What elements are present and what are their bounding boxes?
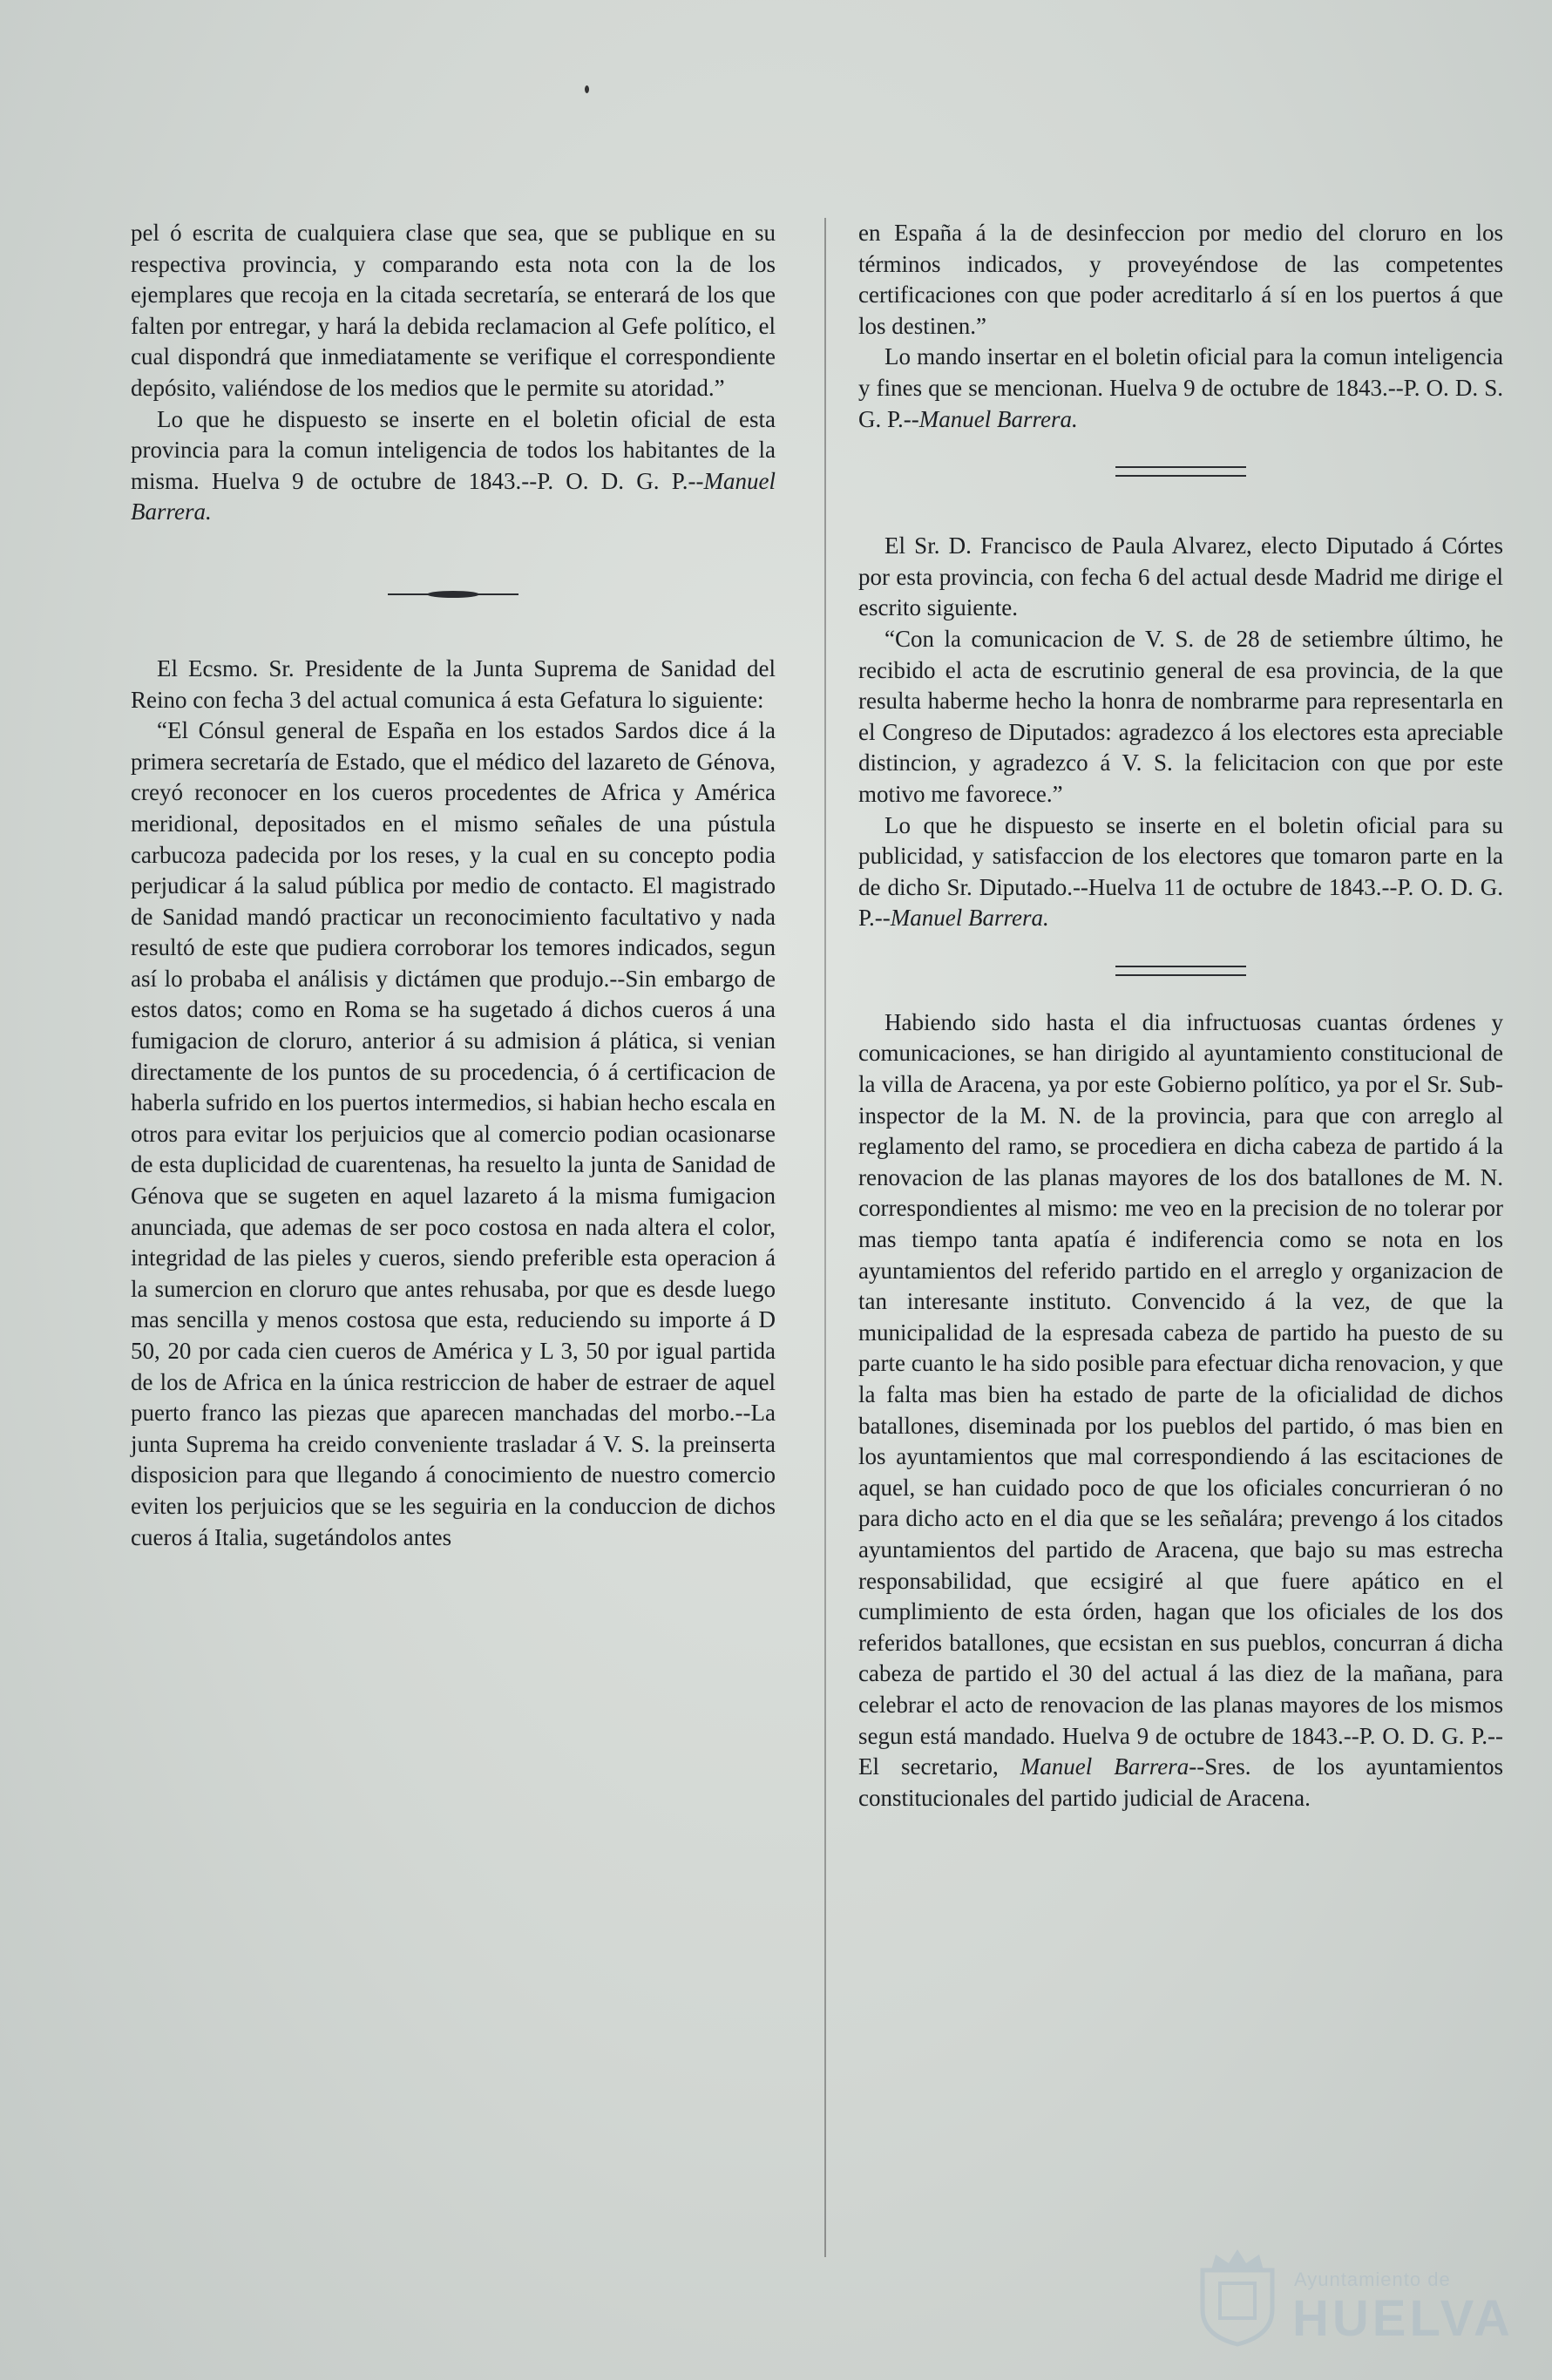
left-paragraph-2-text: Lo que he dispuesto se inserte en el boletin oficial de esta provincia para la comun inteligencia de todos los habitantes de la misma. Huelva 9 de octubre de 1843.--P. O. D. G. P.--	[131, 405, 776, 494]
right-paragraph-6	[858, 1007, 1503, 1814]
coat-of-arms-icon	[1189, 2244, 1285, 2349]
right-paragraph-4: “Con la comunicacion de V. S. de 28 de setiembre último, he recibido el acta de escrutinio general de esa provincia, de la que resulta haberme hecho la honra de nombrarme para representarla en el Congreso de Diputados: agradezco á los electores esta apreciable distincion, y agradezco á V. S. la felicitacion con que por este motivo me favorece.”	[858, 625, 1503, 807]
right-signature-3: Manuel Barrera	[1020, 1753, 1189, 1780]
left-paragraph-4: “El Cónsul general de España en los estados Sardos dice á la primera secretaría de Estado, que el médico del lazareto de Génova, creyó reconocer en los cueros procedentes de Africa y América meridional, depositados en el mismo señales de una pústula carbucoza padecida por los reses, y la cual en su concepto podia perjudicar á la salud pública por medio de contacto. El magistrado de Sanidad mandó practicar un reconocimiento facultativo y nada resultó de este que pudiera corroborar los temores indicados, segun así lo probaba el análisis y dictámen que produjo.--Sin embargo de estos datos; como en Roma se ha sugetado á dichos cueros á una fumigacion de cloruro, anterior á su admision á plática, si venian directamente de los puntos de su procedencia, ó á certificacion de haberla sufrido en los puertos intermedios, si habian hecho escala en otros para evitar los perjuicios que al comercio podian ocasionarse de esta duplicidad de cuarentenas, ha resuelto la junta de Sanidad de Génova que se sugeten en aquel lazareto á la misma fumigacion anunciada, que ademas de ser poco costosa en nada altera el color, integridad de las pieles y cueros, siendo preferible esta operacion á la sumercion en cloruro que antes rehusaba, por que es desde luego mas sencilla y menos costosa que esta, reduciendo su importe á D 50, 20 por cada cien cueros de América y L 3, 50 por igual partida de los de Africa en la única restriccion de haber de estraer de aquel puerto franco las piezas que aparecen manchadas del morbo.--La junta Suprema ha creido conveniente trasladar á V. S. la preinserta disposicion para que llegando á conocimiento de nuestro comercio eviten los perjuicios que se les seguiria en la conduccion de dichos cueros á Italia, sugetándolos antes	[131, 717, 776, 1550]
left-paragraph-1: pel ó escrita de cualquiera clase que sea, que se publique en su respectiva provincia, y comparando esta nota con la de los ejemplares que recoja en la citada secretaría, se enterará de los que falten por entregar, y hará la debida reclamacion al Gefe político, el cual dispondrá que inmediatamente se verifique el correspondiente depósito, valiéndose de los medios que le permite su atoridad.”	[131, 220, 776, 401]
right-paragraph-6-end: --Sres. de los ayuntamientos constitucionales del partido judicial de Aracena.	[858, 1753, 1503, 1811]
right-paragraph-3: El Sr. D. Francisco de Paula Alvarez, electo Diputado á Córtes por esta provincia, con fecha 6 del actual desde Madrid me dirige el escrito siguiente.	[858, 532, 1503, 621]
left-paragraph-2	[131, 404, 776, 528]
watermark-logo	[1189, 2244, 1514, 2349]
right-signature-1: Manuel Barrera.	[918, 405, 1078, 432]
double-rule-1	[1115, 466, 1246, 477]
right-column	[858, 218, 1503, 1814]
ink-dot	[585, 85, 589, 93]
right-paragraph-2	[858, 342, 1503, 435]
right-paragraph-6-text: Habiendo sido hasta el dia infructuosas cuantas órdenes y comunicaciones, se han dirigido al ayuntamiento constitucional de la villa de Aracena, ya por este Gobierno político, ya por el Sr. Sub-inspector de la M. N. de la provincia, para que con arreglo al reglamento del ramo, se procediera en dicha cabeza de partido á la renovacion de las planas mayores de los dos batallones de M. N. correspondientes al mismo: me veo en la precision de no tolerar por mas tiempo tanta apatía é indiferencia como se nota en los ayuntamientos del referido partido en el arreglo y organizacion de tan interesante instituto. Convencido á la vez, de que la municipalidad de la espresada cabeza de partido ha puesto de su parte cuanto le ha sido posible para efectuar dicha renovacion, y que la falta mas bien ha estado de parte de la oficialidad de dichos batallones, diseminada por los pueblos del partido, ó mas bien en los ayuntamientos que mal correspondiendo á las escitaciones de aquel, se han cuidado poco de que los oficiales concurrieran ó no para dicho acto en el dia que se les señalára; prevengo á los citados ayuntamientos del partido de Aracena, que bajo su mas estrecha responsabilidad, que ecsigiré al que fuere apático en el cumplimiento de esta órden, hagan que los oficiales de los dos referidos batallones, que ecsistan en sus pueblos, concurran á dicha cabeza de partido el 30 del actual á las diez de la mañana, para celebrar el acto de renovacion de las planas mayores de los mismos segun está mandado. Huelva 9 de octubre de 1843.--P. O. D. G. P.--El secretario,	[858, 1008, 1503, 1780]
watermark-line-1: Ayuntamiento de	[1294, 2268, 1451, 2290]
watermark-line-2: HUELVA	[1292, 2290, 1514, 2347]
right-paragraph-1: en España á la de desinfeccion por medio del cloruro en los términos indicados, y proveyéndose de las competentes certificaciones con que poder acreditarlo á sí en los puertos á que los destinen.”	[858, 220, 1503, 339]
right-paragraph-5-text: Lo que he dispuesto se inserte en el boletin oficial para su publicidad, y satisfaccion de los electores que tomaron parte en la de dicho Sr. Diputado.--Huelva 11 de octubre de 1843.--P. O. D. G. P.--	[858, 811, 1503, 932]
ornamental-rule	[388, 589, 518, 600]
double-rule-2	[1115, 966, 1246, 976]
left-paragraph-3: El Ecsmo. Sr. Presidente de la Junta Suprema de Sanidad del Reino con fecha 3 del actual comunica á esta Gefatura lo siguiente:	[131, 654, 776, 713]
column-divider	[824, 218, 826, 2257]
left-column	[131, 218, 776, 1553]
right-paragraph-2-text: Lo mando insertar en el boletin oficial para la comun inteligencia y fines que se mencionan. Huelva 9 de octubre de 1843.--P. O. D. S. G. P.--	[858, 343, 1503, 432]
right-paragraph-5	[858, 810, 1503, 934]
left-signature-1: Manuel Barrera.	[131, 467, 776, 525]
right-signature-2: Manuel Barrera.	[890, 905, 1049, 932]
